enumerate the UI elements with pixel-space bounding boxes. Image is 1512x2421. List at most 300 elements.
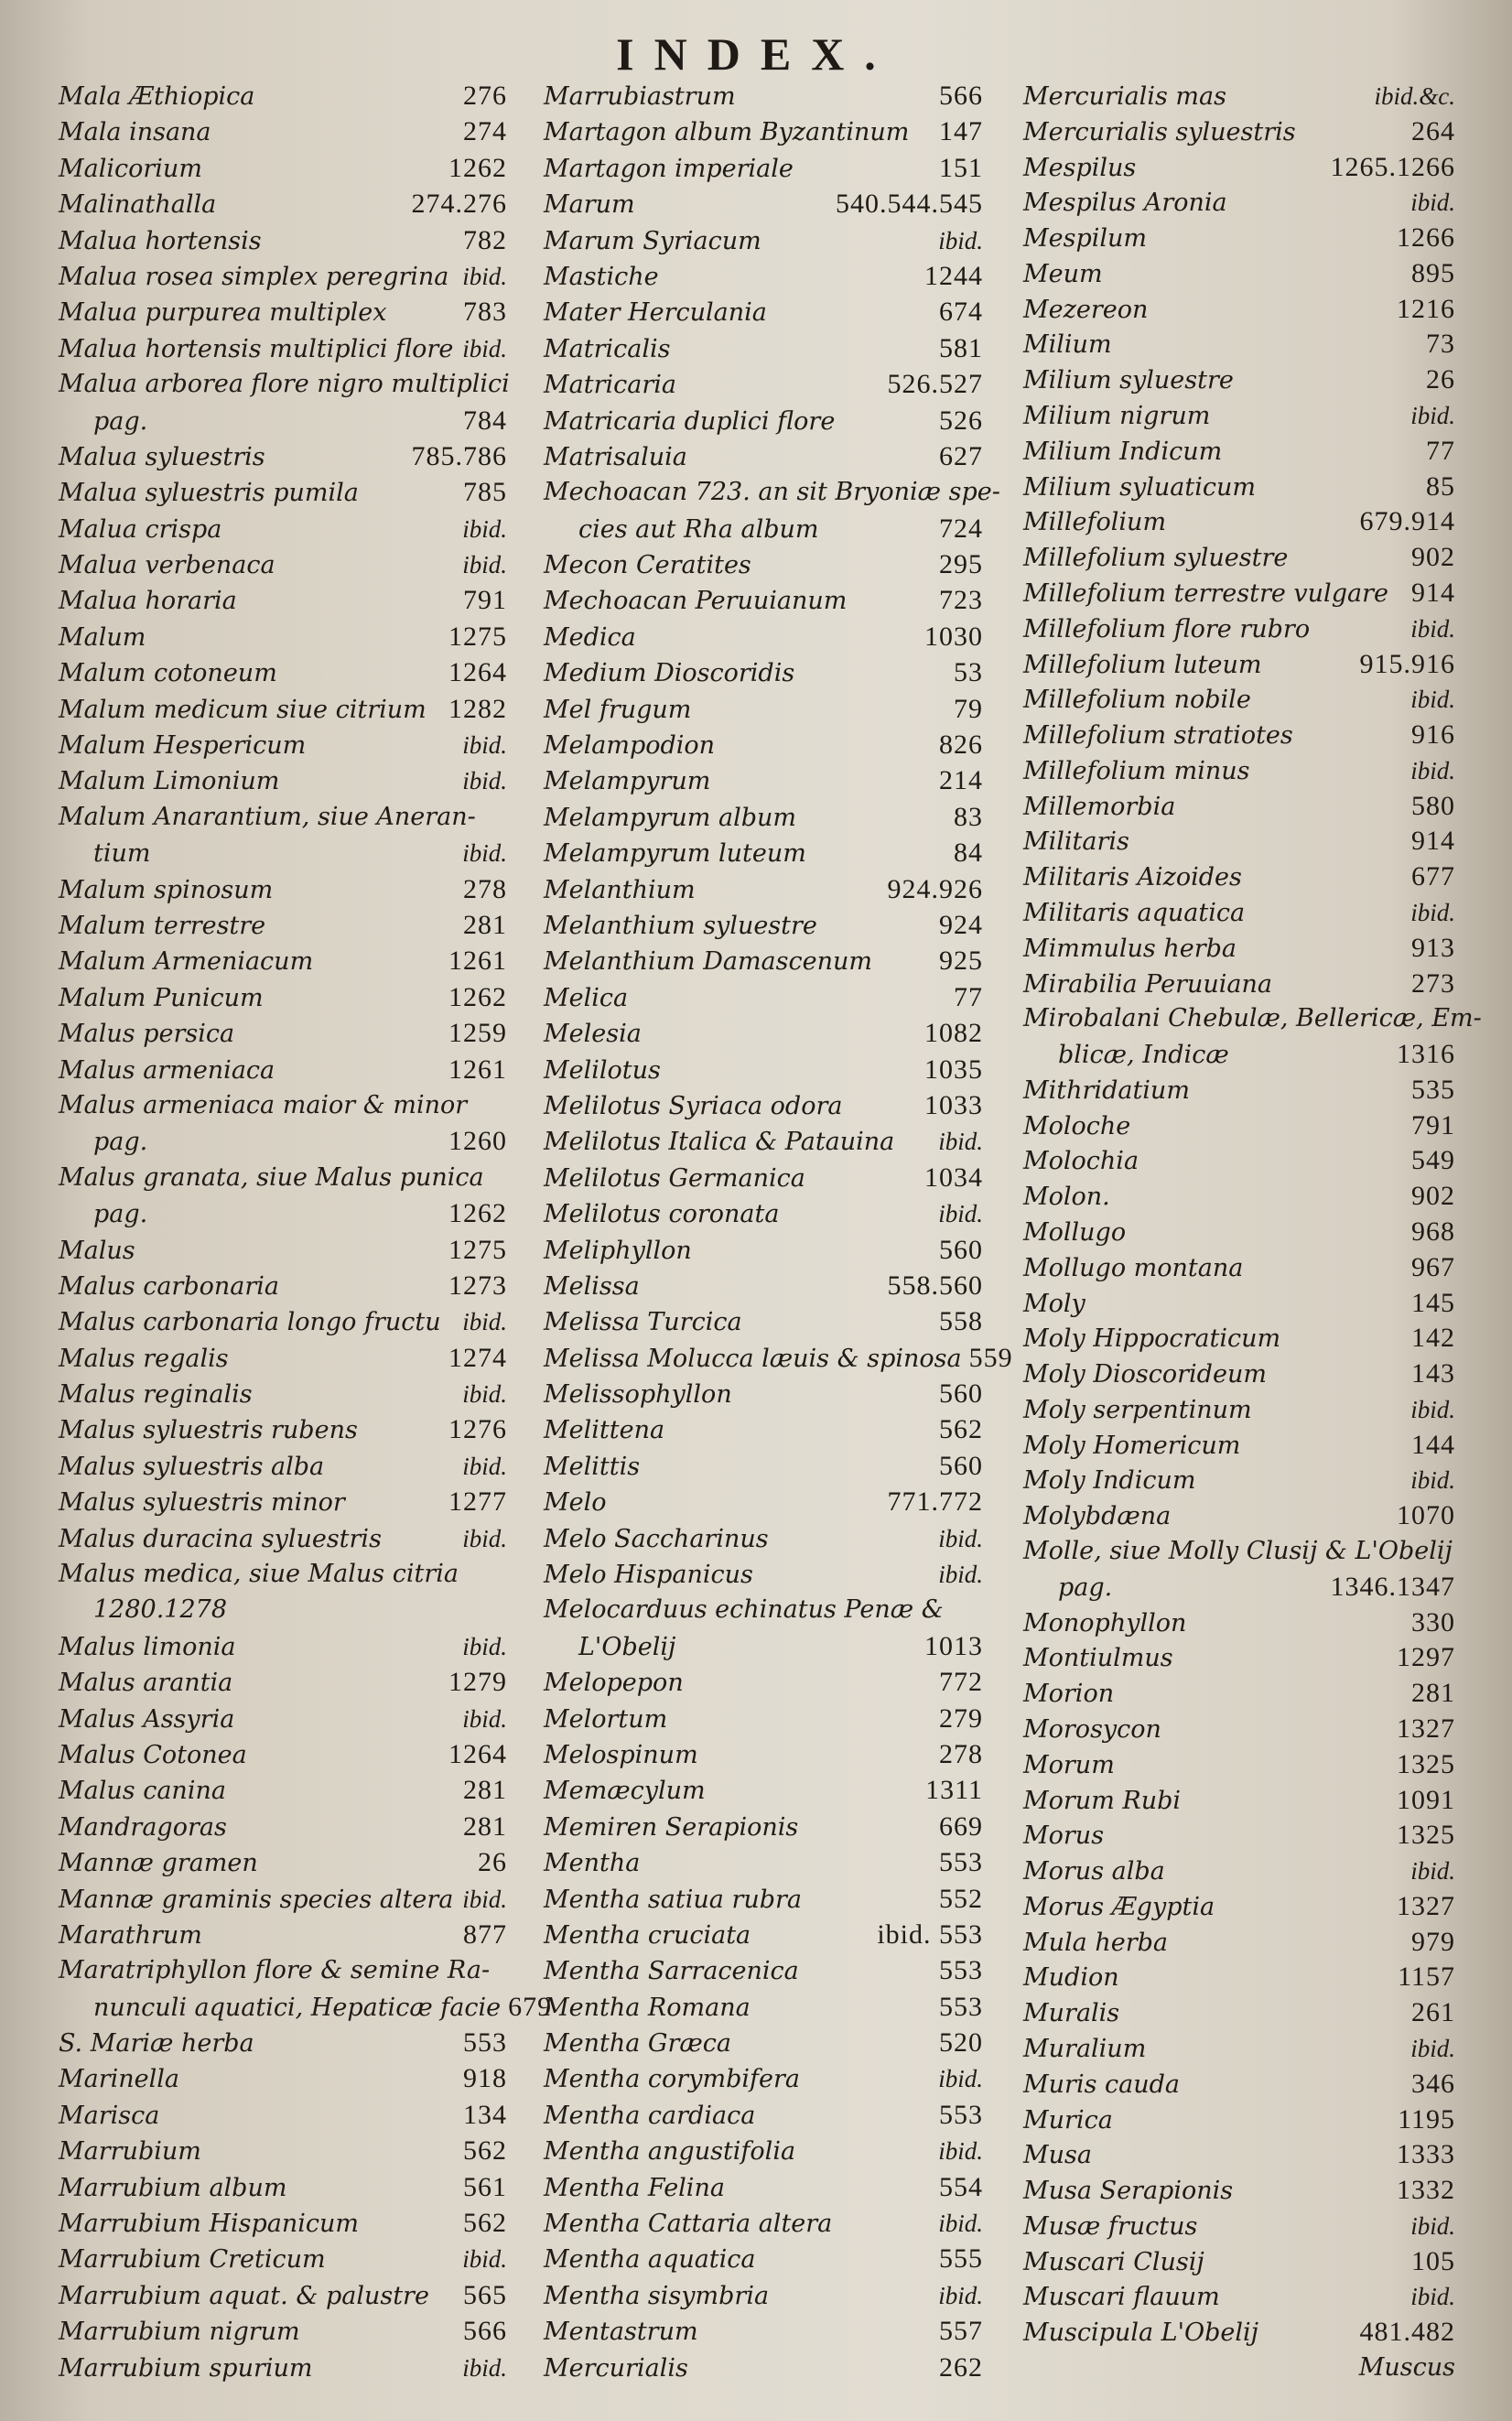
page-number: 918 <box>463 2063 507 2094</box>
page-number: 677 <box>1411 861 1455 892</box>
index-entry <box>1023 1676 1455 1711</box>
index-term: Milium Indicum <box>1023 437 1223 466</box>
index-entry <box>1023 1925 1455 1960</box>
index-term: Mentha Felina <box>544 2173 725 2202</box>
page-number: 526.527 <box>887 369 983 400</box>
index-entry <box>544 980 983 1015</box>
page-number: 1261 <box>448 946 507 977</box>
index-entry <box>544 2278 983 2313</box>
page-number: ibid. <box>938 2281 983 2309</box>
page-heading: INDEX. <box>616 28 896 80</box>
index-entry <box>544 1882 983 1917</box>
index-entry <box>544 1953 983 1988</box>
page-number: 785 <box>463 477 507 508</box>
index-entry <box>59 980 507 1015</box>
page-number: 346 <box>1411 2068 1455 2099</box>
index-term: Meum <box>1023 259 1103 288</box>
page-number: 772 <box>939 1667 983 1698</box>
index-column-3 <box>1023 79 1482 2385</box>
index-term: Musa <box>1023 2141 1092 2170</box>
index-term: Millefolium terrestre vulgare <box>1023 578 1388 608</box>
index-term: Matrisaluia <box>544 442 687 471</box>
page-number: 147 <box>939 116 983 147</box>
index-term: Moly serpentinum <box>1023 1395 1252 1424</box>
index-entry <box>59 1882 507 1917</box>
index-entry <box>544 1341 1013 1376</box>
page-number: 83 <box>954 801 983 832</box>
index-term: Mentha corymbifera <box>544 2065 800 2094</box>
index-term: Melortum <box>544 1704 668 1734</box>
index-term: Malua verbenaca <box>59 551 275 580</box>
index-term: Morosycon <box>1023 1714 1161 1744</box>
index-term: Mentha cardiaca <box>544 2101 756 2130</box>
index-entry <box>544 2242 983 2276</box>
index-entry <box>544 2098 983 2133</box>
index-entry <box>1023 824 1455 859</box>
index-entry <box>1023 611 1455 646</box>
index-entry <box>544 1810 983 1844</box>
index-term: Malum spinosum <box>59 875 274 904</box>
index-entry <box>59 728 507 762</box>
index-entry <box>544 944 983 978</box>
page-number: 1262 <box>448 152 507 183</box>
index-term: Malus <box>59 1236 135 1265</box>
page-number: ibid. <box>462 551 507 579</box>
index-entry <box>544 1521 983 1556</box>
index-entry <box>1023 2315 1455 2350</box>
page-number: ibid. <box>462 1308 507 1336</box>
index-term: Marrubiastrum <box>544 82 736 111</box>
index-term: Mentha angustifolia <box>544 2137 796 2167</box>
index-entry <box>544 2134 983 2168</box>
index-entry <box>59 547 507 582</box>
page-number: 1157 <box>1398 1962 1455 1993</box>
index-entry <box>59 1233 507 1268</box>
page-number: 273 <box>1411 967 1455 999</box>
index-entry <box>59 1953 507 1988</box>
index-entry <box>1023 1818 1455 1853</box>
index-entry <box>544 1990 983 2025</box>
index-term: Mentha aquatica <box>544 2245 756 2275</box>
page-number: 143 <box>1411 1358 1455 1389</box>
index-term: Millemorbia <box>1023 792 1176 821</box>
page-number: 1261 <box>448 1054 507 1085</box>
index-entry <box>544 2206 983 2241</box>
index-entry <box>59 2026 507 2060</box>
index-entry-continuation <box>59 1196 507 1231</box>
page-number: 295 <box>939 549 983 580</box>
index-term: Monophyllon <box>1023 1608 1187 1637</box>
index-term: Malus granata, siue Malus punica <box>59 1162 484 1192</box>
page-number: 281 <box>463 1775 507 1806</box>
index-entry <box>59 151 507 186</box>
index-entry <box>1023 1321 1455 1356</box>
index-entry <box>544 1918 983 1952</box>
page-number: 914 <box>1411 826 1455 857</box>
index-entry <box>1023 859 1455 894</box>
page-number: ibid. <box>462 1524 507 1552</box>
page-number: ibid. <box>462 1632 507 1660</box>
page-number: 1297 <box>1397 1642 1455 1673</box>
index-term: Malus Assyria <box>59 1704 235 1734</box>
index-term: Memæcylum <box>544 1777 706 1806</box>
page-number: 1273 <box>448 1270 507 1301</box>
index-term: pag. <box>1058 1573 1113 1602</box>
index-entry <box>544 1233 983 1268</box>
page-number: 566 <box>463 2316 507 2347</box>
page-number: 724 <box>939 513 983 544</box>
index-entry <box>1023 1534 1455 1569</box>
index-entry <box>59 655 507 690</box>
page-number: 557 <box>939 2316 983 2347</box>
page-number: ibid. <box>462 514 507 543</box>
index-entry <box>1023 2279 1455 2314</box>
index-term: Mecon Ceratites <box>544 551 751 580</box>
page-number: 877 <box>463 1918 507 1950</box>
index-entry <box>544 1593 983 1627</box>
index-term: Malua hortensis multiplici flore <box>59 334 454 363</box>
index-entry <box>59 512 507 546</box>
index-term: Melampyrum <box>544 767 711 796</box>
index-entry <box>1023 576 1455 611</box>
index-entry <box>59 1412 507 1447</box>
index-entry <box>1023 470 1455 504</box>
index-entry <box>1023 1463 1455 1497</box>
index-term: Musa Serapionis <box>1023 2177 1234 2206</box>
page-number: 330 <box>1411 1606 1455 1637</box>
index-term: Mentha satiua rubra <box>544 1885 803 1914</box>
page-number: 281 <box>463 909 507 940</box>
page-number: 142 <box>1411 1323 1455 1354</box>
index-entry <box>1023 718 1455 752</box>
index-term: Marrubium <box>59 2137 201 2167</box>
page-number: 540.544.545 <box>836 189 983 220</box>
index-entry <box>59 2134 507 2168</box>
page-number: 281 <box>463 1810 507 1842</box>
index-entry <box>1023 1605 1455 1640</box>
page-number: 214 <box>939 765 983 796</box>
index-entry <box>544 547 983 582</box>
page-number: 560 <box>939 1378 983 1410</box>
page-number: ibid. <box>1410 1466 1455 1495</box>
index-entry <box>59 114 507 149</box>
index-term: tium <box>93 839 151 869</box>
page-number: 278 <box>463 873 507 904</box>
page-number: 791 <box>1411 1109 1455 1140</box>
page-number: ibid. <box>462 1452 507 1480</box>
page-number: ibid. <box>462 2353 507 2382</box>
index-term: Melo Saccharinus <box>544 1524 769 1553</box>
page-number: 1327 <box>1397 1713 1455 1744</box>
index-term: Mastiche <box>544 262 659 291</box>
index-entry-continuation <box>544 1629 983 1664</box>
index-entry <box>544 763 983 798</box>
page-number: 53 <box>954 657 983 688</box>
index-term: Melanthium syluestre <box>544 911 817 940</box>
index-term: Musæ fructus <box>1023 2211 1198 2241</box>
index-entry <box>544 2026 983 2060</box>
index-term: Malus regalis <box>59 1344 229 1373</box>
page-number: ibid. <box>462 2245 507 2274</box>
index-entry <box>59 1449 507 1484</box>
index-term: Malus canina <box>59 1777 226 1806</box>
index-term: Malus persica <box>59 1020 235 1049</box>
index-entry <box>59 583 507 618</box>
index-term: Melilotus <box>544 1055 661 1085</box>
index-entry <box>544 1124 983 1159</box>
page-number: ibid. <box>462 1885 507 1913</box>
index-entry <box>1023 2031 1455 2066</box>
index-entry <box>59 259 507 294</box>
page-number: 276 <box>463 81 507 111</box>
index-term: Meliphyllon <box>544 1236 692 1265</box>
index-entry-continuation <box>544 512 983 546</box>
index-entry <box>59 223 507 258</box>
index-entry <box>544 2170 983 2205</box>
index-term: Marum <box>544 190 635 220</box>
index-entry <box>544 223 983 258</box>
index-entry <box>1023 789 1455 824</box>
index-term: Mespilus Aronia <box>1023 189 1227 218</box>
index-term: Malua syluestris pumila <box>59 479 359 508</box>
index-entry <box>1023 434 1455 469</box>
index-term: Morion <box>1023 1680 1115 1709</box>
page-number: 526 <box>939 405 983 436</box>
index-term: Marrubium aquat. & palustre <box>59 2281 429 2310</box>
page-number: 1274 <box>448 1342 507 1373</box>
page-number: 1262 <box>448 1198 507 1229</box>
index-term: Militaris <box>1023 827 1129 857</box>
page-number: 902 <box>1411 542 1455 573</box>
page-number: ibid. <box>1410 1857 1455 1886</box>
index-entry <box>1023 1250 1455 1285</box>
page-number: 264 <box>1411 115 1455 146</box>
index-entry <box>59 331 507 366</box>
index-entry <box>1023 1640 1455 1675</box>
index-term: Mespilum <box>1023 224 1148 254</box>
index-entry <box>544 1702 983 1736</box>
page-number: 925 <box>939 946 983 977</box>
index-entry <box>544 1016 983 1051</box>
page-number: 1275 <box>448 1234 507 1265</box>
page-number: 79 <box>954 693 983 724</box>
index-term: pag. <box>93 406 148 436</box>
index-entry <box>1023 682 1455 717</box>
index-term: Moloche <box>1023 1111 1131 1140</box>
page-number: 552 <box>939 1883 983 1914</box>
index-term: Melissa Molucca læuis & spinosa <box>544 1344 962 1373</box>
index-term: Morus alba <box>1023 1857 1165 1886</box>
index-entry <box>544 1665 983 1700</box>
page-number: 481.482 <box>1359 2317 1455 2348</box>
index-term: Melissophyllon <box>544 1380 732 1410</box>
index-term: Malum Hespericum <box>59 731 307 761</box>
index-term: Malua purpurea multiplex <box>59 298 387 328</box>
page-number: 144 <box>1411 1429 1455 1460</box>
page-number: 553 <box>939 1847 983 1878</box>
page-number: 281 <box>1411 1678 1455 1709</box>
index-term: Melampodion <box>544 731 716 761</box>
page-number: ibid. <box>1410 2283 1455 2311</box>
index-term: Malus limonia <box>59 1632 236 1661</box>
index-entry <box>59 1810 507 1844</box>
index-entry <box>544 367 983 402</box>
index-term: Melittis <box>544 1452 641 1481</box>
index-entry <box>1023 2102 1455 2137</box>
index-entry <box>544 1557 983 1592</box>
index-term: Memiren Serapionis <box>544 1812 799 1842</box>
index-term: Melo <box>544 1488 607 1518</box>
index-entry <box>59 1304 507 1339</box>
page-number: ibid. <box>938 226 983 254</box>
page-number: ibid. 553 <box>877 1918 983 1950</box>
page-number: 562 <box>939 1414 983 1445</box>
index-entry <box>59 475 507 510</box>
page-number: 1282 <box>448 693 507 724</box>
index-entry <box>544 79 983 113</box>
page-number: 553 <box>463 2027 507 2059</box>
page-number: ibid. <box>938 1200 983 1228</box>
index-term: Mithridatium <box>1023 1075 1190 1105</box>
index-entry <box>1023 2244 1455 2279</box>
page-number: ibid. <box>462 1704 507 1733</box>
index-term: Melampyrum album <box>544 803 796 832</box>
index-entry <box>59 2098 507 2133</box>
index-term: Martagon album Byzantinum <box>544 118 910 147</box>
page-number: 1216 <box>1397 293 1455 324</box>
index-term: Millefolium nobile <box>1023 686 1251 715</box>
index-entry <box>1023 931 1455 966</box>
index-term: Mentha cruciata <box>544 1920 751 1950</box>
index-entry <box>1023 2137 1455 2172</box>
index-term: Mollugo montana <box>1023 1253 1244 1282</box>
page-number: ibid. <box>938 1561 983 1589</box>
page-number: 561 <box>463 2171 507 2202</box>
index-entry <box>1023 1889 1455 1924</box>
index-term: Marrubium Hispanicum <box>59 2210 359 2239</box>
page-number: 1082 <box>924 1018 983 1049</box>
index-term: Malua syluestris <box>59 442 265 471</box>
index-entry <box>59 2351 507 2385</box>
index-entry <box>59 1016 507 1051</box>
page-number: 262 <box>939 2351 983 2383</box>
page-number: 566 <box>939 81 983 111</box>
page-number: 771.772 <box>887 1486 983 1518</box>
page-number: 968 <box>1411 1216 1455 1247</box>
page-number: 73 <box>1426 329 1455 360</box>
page-number: 679 <box>508 1991 553 2022</box>
index-entry <box>544 728 983 762</box>
index-entry <box>1023 1960 1455 1994</box>
index-entry <box>544 2061 983 2096</box>
index-entry <box>1023 1108 1455 1143</box>
page-number: ibid. <box>1410 686 1455 714</box>
page-number: ibid. <box>1410 898 1455 926</box>
index-term: Malus arantia <box>59 1669 233 1698</box>
index-entry <box>1023 2209 1455 2243</box>
page-number: 783 <box>463 297 507 328</box>
page-number: 84 <box>954 838 983 869</box>
index-entry <box>59 2061 507 2096</box>
index-term: Melissa <box>544 1271 640 1301</box>
index-term: Milium <box>1023 330 1112 360</box>
index-term: Mezereon <box>1023 295 1149 324</box>
index-term: Matricaria <box>544 371 676 400</box>
page-number: 274.276 <box>411 189 507 220</box>
index-term: Morus Ægyptia <box>1023 1892 1215 1921</box>
page-number: 627 <box>939 440 983 471</box>
index-term: Mentha Græca <box>544 2029 732 2059</box>
page-number: ibid. <box>938 2065 983 2093</box>
page-number: ibid. <box>462 262 507 290</box>
index-entry <box>1023 398 1455 433</box>
page-number: 1091 <box>1397 1784 1455 1815</box>
page-number: 1034 <box>924 1162 983 1193</box>
index-entry <box>1023 1428 1455 1463</box>
index-entry <box>544 439 983 474</box>
index-entry <box>544 1845 983 1880</box>
index-term: Melo Hispanicus <box>544 1561 753 1590</box>
index-entry <box>1023 292 1455 327</box>
index-term: Malua rosea simplex peregrina <box>59 262 449 291</box>
page-number: 85 <box>1426 470 1455 502</box>
index-entry <box>544 1304 983 1339</box>
index-term: Millefolium flore rubro <box>1023 614 1311 643</box>
index-entry <box>59 1053 507 1087</box>
index-entry <box>1023 114 1455 149</box>
index-term: Muralium <box>1023 2034 1147 2063</box>
page-number: 279 <box>939 1702 983 1734</box>
index-entry-continuation <box>59 404 507 438</box>
index-term: Malus carbonaria longo fructu <box>59 1308 441 1337</box>
index-entry <box>1023 185 1455 220</box>
index-term: Marrubium spurium <box>59 2353 313 2383</box>
page-number: 1277 <box>448 1486 507 1518</box>
index-term: Melampyrum luteum <box>544 839 806 869</box>
index-term: Mespilus <box>1023 153 1137 182</box>
index-term: Militaris aquatica <box>1023 898 1246 927</box>
page-number: 723 <box>939 585 983 616</box>
page-number: 924.926 <box>887 873 983 904</box>
index-entry-continuation <box>1023 1570 1455 1605</box>
index-entry <box>544 295 983 330</box>
index-term: Medium Dioscoridis <box>544 659 795 688</box>
page-number: ibid. <box>462 839 507 868</box>
page-number: 791 <box>463 585 507 616</box>
index-entry <box>59 1629 507 1664</box>
index-entry <box>1023 967 1455 1001</box>
page-number: 562 <box>463 2135 507 2167</box>
index-term: Marrubium Creticum <box>59 2245 326 2275</box>
index-entry <box>59 944 507 978</box>
index-term: Mirobalani Chebulæ, Bellericæ, Em- <box>1023 1004 1482 1033</box>
index-term: Mechoacan 723. an sit Bryoniæ spe- <box>544 478 1000 507</box>
index-entry <box>1023 1215 1455 1249</box>
index-entry <box>59 1161 507 1195</box>
catchword <box>1023 2351 1455 2385</box>
index-entry <box>59 1521 507 1556</box>
index-entry <box>544 1053 983 1087</box>
index-term: Montiulmus <box>1023 1644 1173 1673</box>
index-entry <box>59 1341 507 1376</box>
page-number: ibid. <box>462 767 507 795</box>
index-entry <box>544 1377 983 1411</box>
index-term: Malua hortensis <box>59 226 262 255</box>
index-entry <box>544 404 983 438</box>
page-number: 274 <box>463 116 507 147</box>
page-number: 151 <box>939 152 983 183</box>
index-entry <box>59 2206 507 2241</box>
